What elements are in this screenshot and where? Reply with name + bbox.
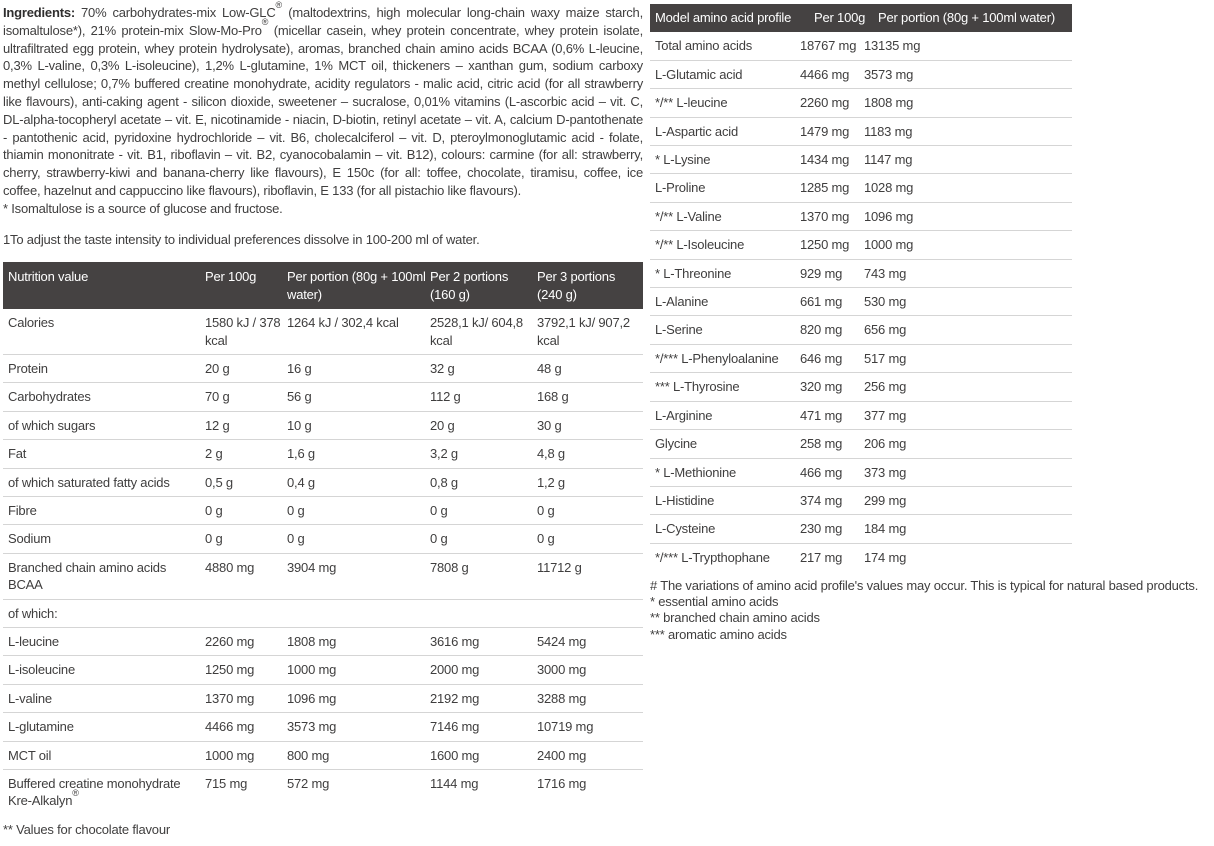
row-value: 2 g (205, 440, 287, 468)
row-label: *** L-Thyrosine (650, 373, 800, 401)
row-value: 0 g (537, 525, 643, 553)
row-value: 1479 mg (800, 117, 864, 145)
row-value (205, 599, 287, 627)
row-label: L-glutamine (3, 713, 205, 741)
row-value: 1716 mg (537, 776, 587, 792)
table-row (3, 383, 643, 411)
row-value: 2400 mg (537, 741, 643, 769)
row-value: 13135 mg (864, 32, 1072, 60)
row-value: 377 mg (864, 401, 1072, 429)
row-value: 1808 mg (864, 89, 1072, 117)
row-value: 800 mg (287, 741, 430, 769)
row-value: 2260 mg (800, 89, 864, 117)
table-row (3, 309, 643, 354)
row-value: 572 mg (287, 776, 330, 792)
row-value: 16 g (287, 354, 430, 382)
row-value: 18767 mg (800, 32, 864, 60)
row-value: 530 mg (864, 288, 1072, 316)
row-value: 1580 kJ / 378 kcal (205, 309, 287, 354)
table-row (3, 468, 643, 496)
row-label: * L-Methionine (650, 458, 800, 486)
row-value: 1250 mg (800, 231, 864, 259)
registered-mark: ® (261, 17, 269, 28)
dissolve-note: 1To adjust the taste intensity to individual preferences dissolve in 100-200 ml of water. (3, 231, 480, 247)
row-label: */*** L-Trypthophane (655, 549, 770, 565)
row-label: of which sugars (3, 411, 205, 439)
table-row (3, 770, 643, 815)
table-row (650, 32, 1072, 60)
table-row (3, 599, 643, 627)
row-value: 56 g (287, 383, 430, 411)
nutrition-header-per-portion: Per portion (80g + 100ml water) (287, 262, 430, 309)
row-value: 258 mg (800, 430, 864, 458)
row-value: 4880 mg (205, 553, 287, 599)
row-value: 1028 mg (864, 174, 1072, 202)
table-row (650, 458, 1072, 486)
row-value: 1,6 g (287, 440, 430, 468)
row-label: L-leucine (3, 628, 205, 656)
row-label: Protein (3, 354, 205, 382)
table-row (650, 60, 1072, 88)
row-label: Sodium (3, 525, 205, 553)
table-row (650, 373, 1072, 401)
row-label: L-Histidine (650, 486, 800, 514)
table-row (650, 259, 1072, 287)
row-value: 1000 mg (287, 656, 430, 684)
row-value: 1264 kJ / 302,4 kcal (287, 309, 430, 354)
table-row (650, 344, 1072, 372)
row-value: 1370 mg (205, 684, 287, 712)
row-label: L-Proline (650, 174, 800, 202)
row-label: Carbohydrates (3, 383, 205, 411)
row-value: 661 mg (800, 288, 864, 316)
row-value: 7808 g (430, 553, 537, 599)
row-label: L-valine (3, 684, 205, 712)
row-value: 3792,1 kJ/ 907,2 kcal (537, 309, 643, 354)
row-value: 373 mg (864, 458, 1072, 486)
nutrition-header-row (3, 262, 643, 309)
row-value: 1434 mg (800, 146, 864, 174)
row-value: 3000 mg (537, 656, 643, 684)
row-value: 11712 g (537, 553, 643, 599)
nutrition-header-per-2-portions: Per 2 portions (160 g) (430, 262, 537, 309)
row-value: 820 mg (800, 316, 864, 344)
row-value: 1183 mg (864, 117, 1072, 145)
row-value: 174 mg (864, 549, 907, 565)
row-value: 0 g (537, 497, 643, 525)
row-value: 929 mg (800, 259, 864, 287)
row-value: 1250 mg (205, 656, 287, 684)
table-row (650, 401, 1072, 429)
row-label: MCT oil (3, 741, 205, 769)
row-value: 299 mg (864, 486, 1072, 514)
row-value: 112 g (430, 383, 537, 411)
row-value: 2192 mg (430, 684, 537, 712)
nutrition-table-body (3, 309, 643, 815)
row-value (287, 599, 430, 627)
row-value: 168 g (537, 383, 643, 411)
row-value: 1096 mg (287, 684, 430, 712)
row-value: 184 mg (864, 515, 1072, 543)
table-row (650, 543, 1072, 571)
row-value: 0,8 g (430, 468, 537, 496)
right-column (650, 4, 1214, 838)
row-value: 743 mg (864, 259, 1072, 287)
row-value: 0,4 g (287, 468, 430, 496)
table-row (650, 231, 1072, 259)
row-value: 3904 mg (287, 553, 430, 599)
row-value: 2260 mg (205, 628, 287, 656)
row-value: 656 mg (864, 316, 1072, 344)
registered-mark: ® (275, 0, 283, 10)
essential-note: * essential amino acids (650, 594, 779, 610)
row-value: 0 g (205, 525, 287, 553)
table-row (650, 89, 1072, 117)
row-label: Glycine (650, 430, 800, 458)
table-row (650, 146, 1072, 174)
row-value: 48 g (537, 354, 643, 382)
table-row (650, 515, 1072, 543)
table-row (650, 288, 1072, 316)
row-value: 2000 mg (430, 656, 537, 684)
row-value: 30 g (537, 411, 643, 439)
row-value: 320 mg (800, 373, 864, 401)
row-value: 4,8 g (537, 440, 643, 468)
amino-header-name: Model amino acid profile (650, 4, 800, 32)
table-row (650, 202, 1072, 230)
registered-mark: ® (72, 788, 79, 799)
left-column (3, 0, 643, 838)
aromatic-note: *** aromatic amino acids (650, 626, 787, 642)
row-value: 4466 mg (800, 60, 864, 88)
row-value: 646 mg (800, 344, 864, 372)
row-label: */*** L-Phenyloalanine (650, 344, 800, 372)
row-value: 374 mg (800, 486, 864, 514)
row-label: * L-Threonine (650, 259, 800, 287)
table-row (3, 525, 643, 553)
row-value: 0 g (287, 525, 430, 553)
row-value: 1096 mg (864, 202, 1072, 230)
row-value: 0 g (430, 525, 537, 553)
row-value: 20 g (430, 411, 537, 439)
row-value: 1147 mg (864, 146, 1072, 174)
row-label: of which saturated fatty acids (3, 468, 205, 496)
row-label: */** L-Isoleucine (650, 231, 800, 259)
row-value: 4466 mg (205, 713, 287, 741)
table-row (3, 713, 643, 741)
table-row (3, 684, 643, 712)
table-row (3, 656, 643, 684)
amino-variations-note: # The variations of amino acid profile's values may occur. This is typical for natural based products. (650, 578, 1199, 594)
row-value: 1370 mg (800, 202, 864, 230)
row-value: 70 g (205, 383, 287, 411)
amino-table-body (650, 32, 1072, 571)
row-value: 3573 mg (287, 713, 430, 741)
row-value: 1144 mg (430, 776, 479, 792)
row-value: 0 g (287, 497, 430, 525)
nutrition-header-name: Nutrition value (3, 262, 205, 309)
row-value: 206 mg (864, 430, 1072, 458)
row-value: 466 mg (800, 458, 864, 486)
table-row (650, 117, 1072, 145)
row-label: L-Glutamic acid (650, 60, 800, 88)
row-value: 230 mg (800, 515, 864, 543)
row-value: 471 mg (800, 401, 864, 429)
row-value: 1000 mg (205, 741, 287, 769)
row-label: Buffered creatine monohydrate Kre-Alkalyn® (8, 776, 181, 809)
amino-acid-table (650, 4, 1072, 571)
row-value: 20 g (205, 354, 287, 382)
ingredients-text: 70% carbohydrates-mix Low-GLC® (maltodextrins, high molecular long-chain waxy maize starch, isomaltulose*), 21% protein-mix Slow-Mo-Pro® (micellar casein, whey protein concentrate, whey protein isolate, ultrafiltrated egg protein, whey protein hydrolysate), aromas, branched chain amino acids BCAA (0,6% L-leucine, 0,3% L-valine, 0,3% L-isoleucine), 1,2% L-glutamine, 1% MCT oil, thickeners – xanthan gum, sodium carboxy methyl cellulose; 0,7% buffered creatine monohydrate, acidity regulators - malic acid, citric acid (for all strawberry like flavours), anti-caking agent - silicon dioxide, sweetener – sucralose, 0,01% vitamins (L-ascorbic acid – vit. C, DL-alpha-tocopheryl acetate – vit. E, nicotinamide - niacin, D-biotin, retinyl acetate – vit. A, calcium D-pantothenate - pantothenic acid, pyridoxine hydrochloride – vit. B6, cholecalciferol – vit. D, pteroylmonoglutamic acid - folate, thiamin mononitrate - vit. B1, riboflavin – vit. B2, cyanocobalamin – vit. B12), colours: carmine (for all: strawberry, cherry, strawberry-kiwi and banana-cherry like flavours), E 150c (for all: toffee, chocolate, tiramisu, coffee, ice coffee, hazelnut and cappuccino like flavours), riboflavin, E 133 (for all pistachio like flavours). (3, 0, 643, 198)
table-row (3, 741, 643, 769)
row-label: */** L-leucine (650, 89, 800, 117)
row-value: 0,5 g (205, 468, 287, 496)
row-value: 2528,1 kJ/ 604,8 kcal (430, 309, 537, 354)
row-value: 715 mg (205, 776, 248, 792)
row-label: L-Arginine (650, 401, 800, 429)
row-value (537, 599, 643, 627)
nutrition-table (3, 262, 643, 815)
table-row (3, 354, 643, 382)
row-value: 1000 mg (864, 231, 1072, 259)
nutrition-header-per-3-portions: Per 3 portions (240 g) (537, 262, 643, 309)
row-label: L-Cysteine (650, 515, 800, 543)
row-value: 1600 mg (430, 741, 537, 769)
row-label: * L-Lysine (650, 146, 800, 174)
amino-header-per-portion: Per portion (80g + 100ml water) (864, 4, 1072, 32)
row-label: */** L-Valine (650, 202, 800, 230)
row-label: L-isoleucine (3, 656, 205, 684)
table-row (3, 497, 643, 525)
table-row (650, 316, 1072, 344)
row-value: 10 g (287, 411, 430, 439)
row-label: Total amino acids (650, 32, 800, 60)
row-value (430, 599, 537, 627)
ingredients-label: Ingredients: (3, 5, 75, 20)
table-row (3, 440, 643, 468)
table-row (3, 553, 643, 599)
row-value: 3573 mg (864, 60, 1072, 88)
ingredients-paragraph (3, 0, 643, 200)
row-label: L-Alanine (650, 288, 800, 316)
row-value: 10719 mg (537, 713, 643, 741)
table-row (650, 430, 1072, 458)
row-value: 12 g (205, 411, 287, 439)
row-label: L-Aspartic acid (650, 117, 800, 145)
branched-chain-note: ** branched chain amino acids (650, 610, 820, 626)
table-row (3, 411, 643, 439)
table-row (650, 486, 1072, 514)
amino-footnotes (650, 577, 1214, 643)
row-value: 217 mg (800, 549, 843, 565)
isomaltulose-footnote: * Isomaltulose is a source of glucose and fructose. (3, 200, 283, 216)
table-row (3, 628, 643, 656)
row-label: Branched chain amino acids BCAA (3, 553, 205, 599)
table-row (650, 174, 1072, 202)
row-value: 7146 mg (430, 713, 537, 741)
amino-header-row (650, 4, 1072, 32)
row-label: of which: (3, 599, 205, 627)
row-value: 32 g (430, 354, 537, 382)
row-value: 0 g (205, 497, 287, 525)
row-value: 517 mg (864, 344, 1072, 372)
nutrition-header-per100g: Per 100g (205, 262, 287, 309)
row-label: Fat (3, 440, 205, 468)
row-value: 3288 mg (537, 684, 643, 712)
row-value: 256 mg (864, 373, 1072, 401)
row-value: 0 g (430, 497, 537, 525)
row-value: 3,2 g (430, 440, 537, 468)
row-value: 1808 mg (287, 628, 430, 656)
chocolate-flavour-footnote: ** Values for chocolate flavour (3, 821, 170, 837)
amino-header-per100g: Per 100g (800, 4, 864, 32)
row-value: 1,2 g (537, 468, 643, 496)
row-label: Fibre (3, 497, 205, 525)
row-value: 3616 mg (430, 628, 537, 656)
row-label: Calories (3, 309, 205, 354)
row-value: 5424 mg (537, 628, 643, 656)
row-label: L-Serine (650, 316, 800, 344)
row-value: 1285 mg (800, 174, 864, 202)
